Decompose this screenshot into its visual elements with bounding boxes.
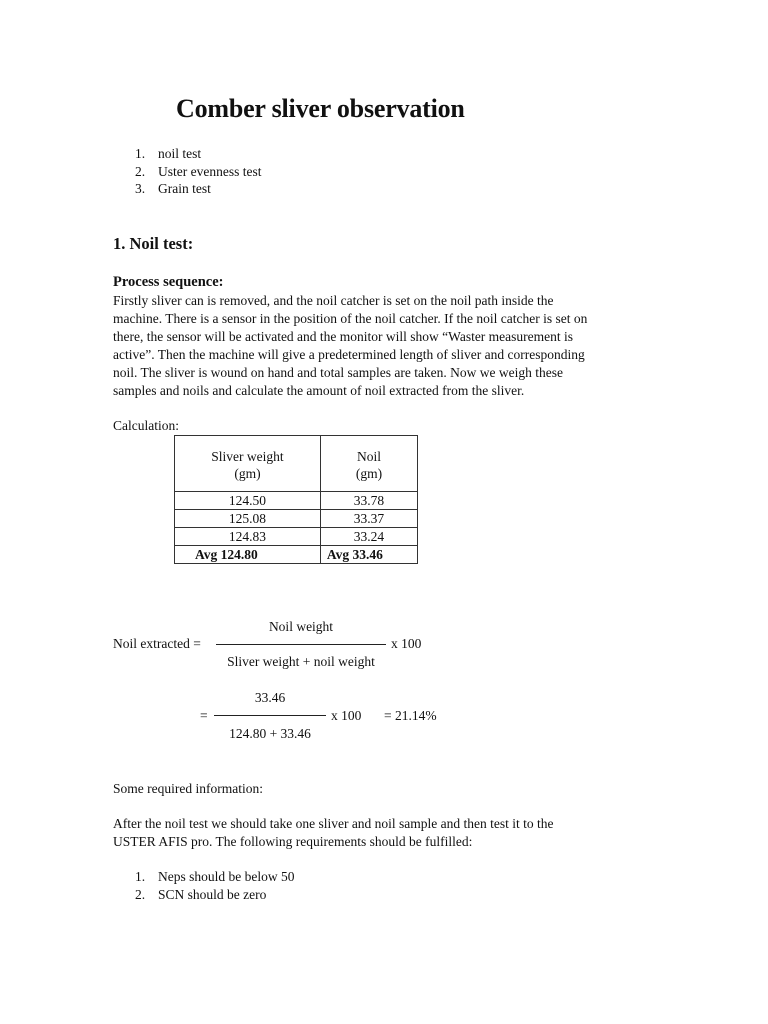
paragraph-line: there, the sensor will be activated and the monitor will show “Waster measurement is: [113, 329, 574, 344]
fraction-bar: [216, 644, 386, 645]
table-cell: 33.37: [320, 510, 417, 528]
list-label: noil test: [158, 146, 202, 161]
table-average-row: [175, 546, 418, 564]
table-row: [175, 510, 418, 528]
page-title: Comber sliver observation: [176, 94, 465, 123]
header-line: Noil: [356, 448, 381, 464]
process-paragraph: [113, 292, 648, 400]
after-paragraph: [113, 815, 554, 851]
section-heading: 1. Noil test:: [113, 234, 194, 253]
table-header-row: [175, 436, 418, 492]
substitution-denominator: 124.80 + 33.46: [229, 726, 311, 741]
list-item: [135, 145, 261, 163]
list-item: [135, 868, 294, 886]
formula-lhs: Noil extracted =: [113, 636, 201, 651]
list-label: SCN should be zero: [158, 887, 267, 902]
weights-table: [174, 435, 418, 564]
paragraph-line: After the noil test we should take one sliver and noil sample and then test it to the: [113, 816, 554, 831]
table-cell: 33.78: [320, 492, 417, 510]
list-number: 1.: [135, 869, 146, 884]
list-number: 2.: [135, 887, 146, 902]
substitution-equals: =: [200, 708, 208, 723]
table-cell-average: Avg 33.46: [320, 546, 417, 564]
header-line: (gm): [355, 465, 383, 481]
substitution-result: = 21.14%: [384, 708, 437, 723]
paragraph-line: samples and noils and calculate the amount of noil extracted from the sliver.: [113, 383, 525, 398]
substitution-numerator: 33.46: [254, 690, 286, 705]
paragraph-line: noil. The sliver is wound on hand and total samples are taken. Now we weigh these: [113, 365, 564, 380]
list-label: Uster evenness test: [158, 163, 262, 179]
list-label: Grain test: [158, 181, 211, 196]
table-row: [175, 528, 418, 546]
calculation-label: Calculation:: [113, 418, 179, 433]
table-cell: 124.83: [175, 528, 321, 546]
process-heading: Process sequence:: [113, 274, 224, 290]
contents-list: [135, 145, 261, 198]
substitution-multiplier: x 100: [331, 708, 362, 723]
column-header-sliver: [175, 436, 321, 492]
list-item: [135, 886, 294, 904]
paragraph-line: active”. Then the machine will give a predetermined length of sliver and corresponding: [113, 347, 585, 362]
required-info-label: Some required information:: [113, 781, 263, 796]
header-line: (gm): [234, 465, 261, 481]
list-label: Neps should be below 50: [158, 869, 295, 884]
formula-multiplier: x 100: [391, 636, 422, 651]
list-number: 3.: [135, 181, 146, 196]
table-cell-average: Avg 124.80: [175, 546, 321, 564]
list-item: [135, 163, 261, 181]
paragraph-line: Firstly sliver can is removed, and the noil catcher is set on the noil path inside the: [113, 293, 554, 308]
list-number: 1.: [135, 146, 146, 161]
formula-numerator: Noil weight: [268, 619, 334, 634]
list-item: [135, 180, 261, 198]
table-cell: 33.24: [320, 528, 417, 546]
requirements-list: [135, 868, 294, 904]
fraction-bar: [214, 715, 326, 716]
header-line: Sliver weight: [211, 448, 284, 464]
formula-denominator: Sliver weight + noil weight: [227, 654, 375, 669]
table-cell: 125.08: [175, 510, 321, 528]
paragraph-line: machine. There is a sensor in the position of the noil catcher. If the noil catcher is set on: [113, 311, 588, 326]
table-row: [175, 492, 418, 510]
column-header-noil: [320, 436, 417, 492]
table-cell: 124.50: [175, 492, 321, 510]
paragraph-line: USTER AFIS pro. The following requirements should be fulfilled:: [113, 834, 473, 849]
list-number: 2.: [135, 163, 146, 179]
